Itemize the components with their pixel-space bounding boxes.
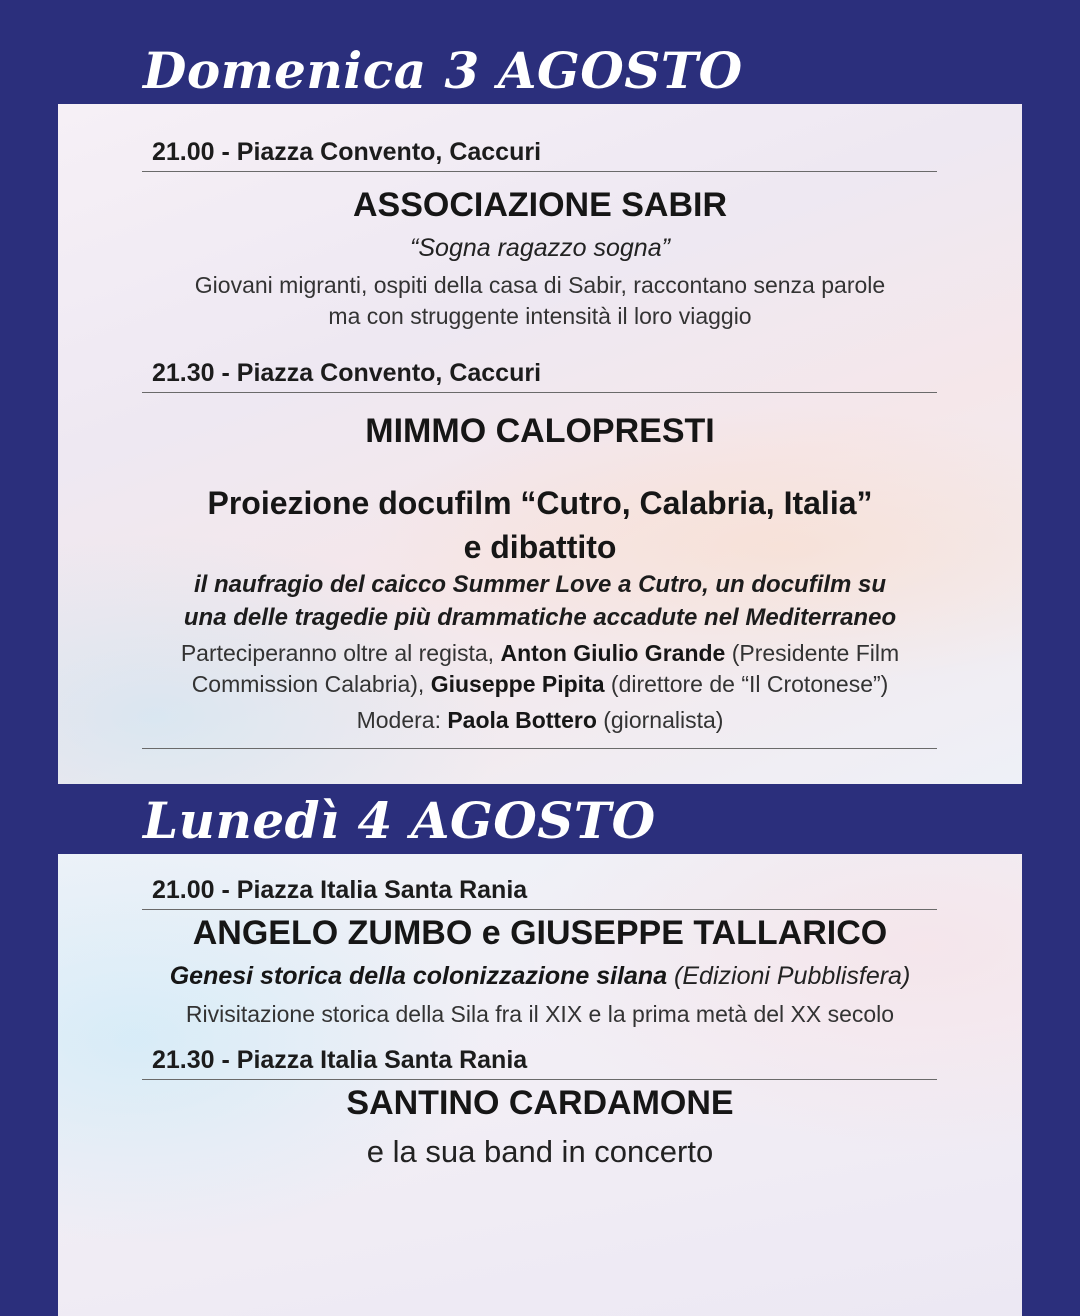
event-headline: e dibattito — [463, 529, 617, 565]
event-guests: Commission Calabria), Giuseppe Pipita (direttore de “Il Crotonese”) — [191, 671, 889, 697]
event-description-line: ma con struggente intensità il loro viaggio — [328, 303, 752, 329]
event-guests: Parteciperanno oltre al regista, Anton Giulio Grande (Presidente Film — [180, 640, 900, 666]
event-description: e la sua band in concerto — [366, 1134, 714, 1169]
event-time-location: 21.00 - Piazza Convento, Caccuri — [152, 138, 542, 166]
day-title-domenica: Domenica 3 AGOSTO — [143, 41, 743, 100]
divider — [142, 909, 937, 910]
event-performer: MIMMO CALOPRESTI — [365, 412, 715, 450]
day2-program-panel — [58, 854, 1022, 1316]
event-performer: ASSOCIAZIONE SABIR — [352, 186, 728, 224]
day-title-lunedi: Lunedì 4 AGOSTO — [143, 791, 656, 850]
event-time-location: 21.00 - Piazza Italia Santa Rania — [152, 876, 528, 904]
event-time-location: 21.30 - Piazza Convento, Caccuri — [152, 359, 542, 387]
day1-program-panel — [58, 104, 1022, 784]
event-description-line: Giovani migranti, ospiti della casa di Sabir, raccontano senza parole — [194, 272, 886, 298]
event-book: Genesi storica della colonizzazione silana (Edizioni Pubblisfera) — [169, 962, 911, 990]
divider — [142, 748, 937, 749]
event-description: Rivisitazione storica della Sila fra il XIX e la prima metà del XX secolo — [185, 1001, 895, 1027]
event-summary: una delle tragedie più drammatiche accadute nel Mediterraneo — [183, 604, 897, 631]
event-performer: SANTINO CARDAMONE — [346, 1084, 734, 1122]
event-headline: Proiezione docufilm “Cutro, Calabria, Italia” — [207, 485, 873, 521]
divider — [142, 1079, 937, 1080]
event-moderator: Modera: Paola Bottero (giornalista) — [356, 707, 724, 733]
event-subtitle: “Sogna ragazzo sogna” — [410, 234, 670, 262]
event-time-location: 21.30 - Piazza Italia Santa Rania — [152, 1046, 528, 1074]
event-performer: ANGELO ZUMBO e GIUSEPPE TALLARICO — [192, 914, 888, 952]
event-summary: il naufragio del caicco Summer Love a Cutro, un docufilm su — [193, 571, 887, 598]
divider — [142, 171, 937, 172]
divider — [142, 392, 937, 393]
